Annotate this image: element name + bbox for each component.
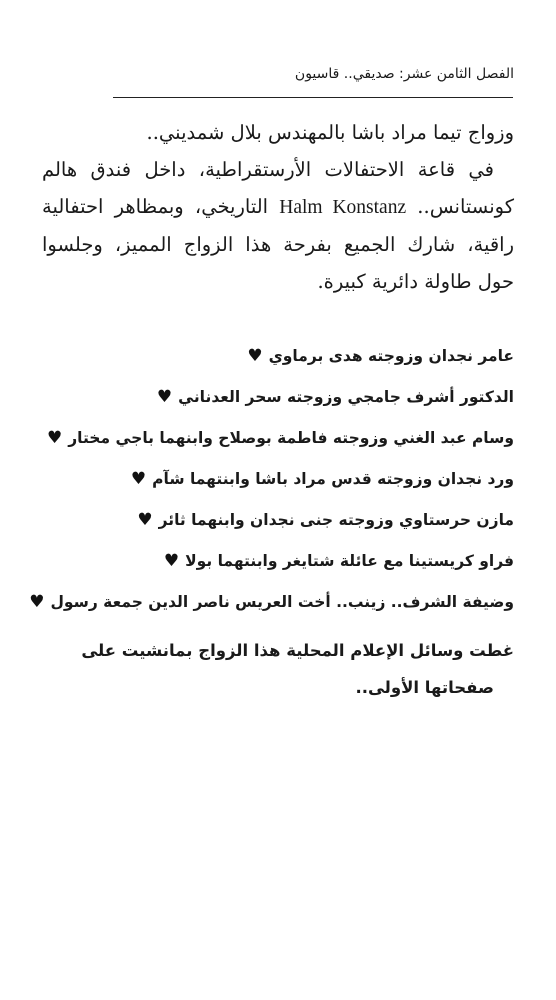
header-divider (113, 97, 513, 98)
guest-list-item (42, 541, 514, 582)
running-header: الفصل الثامن عشر: صديقي.. قاسيون (294, 66, 514, 82)
guest-list-item (42, 418, 514, 459)
closing-paragraph (42, 632, 514, 706)
guest-name: الدكتور أشرف جامجي وزوجته سحر العدناني (178, 388, 514, 406)
guest-list-item (29, 582, 514, 623)
guest-name: ورد نجدان وزوجته قدس مراد باشا وابنتهما شآم (152, 470, 514, 488)
heart-icon: ♥ (29, 592, 45, 612)
heart-icon: ♥ (137, 510, 153, 530)
guest-list-item (42, 377, 514, 418)
closing-line-1: غطت وسائل الإعلام المحلية هذا الزواج بمانشيت على (81, 641, 514, 660)
guest-name: عامر نجدان وزوجته هدى برماوي (268, 347, 514, 365)
guest-list (29, 336, 514, 623)
hall-paragraph (42, 151, 514, 300)
heart-icon: ♥ (130, 469, 147, 489)
heart-icon: ♥ (247, 346, 263, 366)
body-text (42, 114, 514, 300)
heart-icon: ♥ (163, 551, 180, 571)
hall-paragraph-end: التاريخي، وبمظاهر احتفالية راقية، شارك الجميع بفرحة هذا الزواج المميز، وجلسوا حول طاولة دائرية كبيرة. (42, 195, 514, 293)
heart-icon: ♥ (46, 428, 63, 448)
heart-icon: ♥ (156, 387, 173, 407)
guest-list-item (42, 459, 514, 500)
guest-name: وسام عبد الغني وزوجته فاطمة بوصلاح وابنهما باجي مختار (68, 429, 514, 447)
guest-name: فراو كريستينا مع عائلة شتايغر وابنتهما بولا (185, 552, 514, 570)
guest-list-item (42, 336, 514, 377)
hotel-name-latin: Halm Konstanz (279, 197, 407, 218)
guest-name: مازن حرستاوي وزوجته جنى نجدان وابنهما ثائر (158, 511, 514, 529)
guest-name: وضيفة الشرف.. زينب.. أخت العريس ناصر الدين جمعة رسول (50, 593, 514, 611)
closing-line-2: صفحاتها الأولى.. (355, 678, 494, 697)
marriage-line: وزواج تيما مراد باشا بالمهندس بلال شمديني.. (146, 121, 514, 144)
guest-list-item (42, 500, 514, 541)
hall-paragraph-start: في قاعة الاحتفالات الأرستقراطية، داخل فندق هالم كونستانس.. (42, 158, 514, 218)
